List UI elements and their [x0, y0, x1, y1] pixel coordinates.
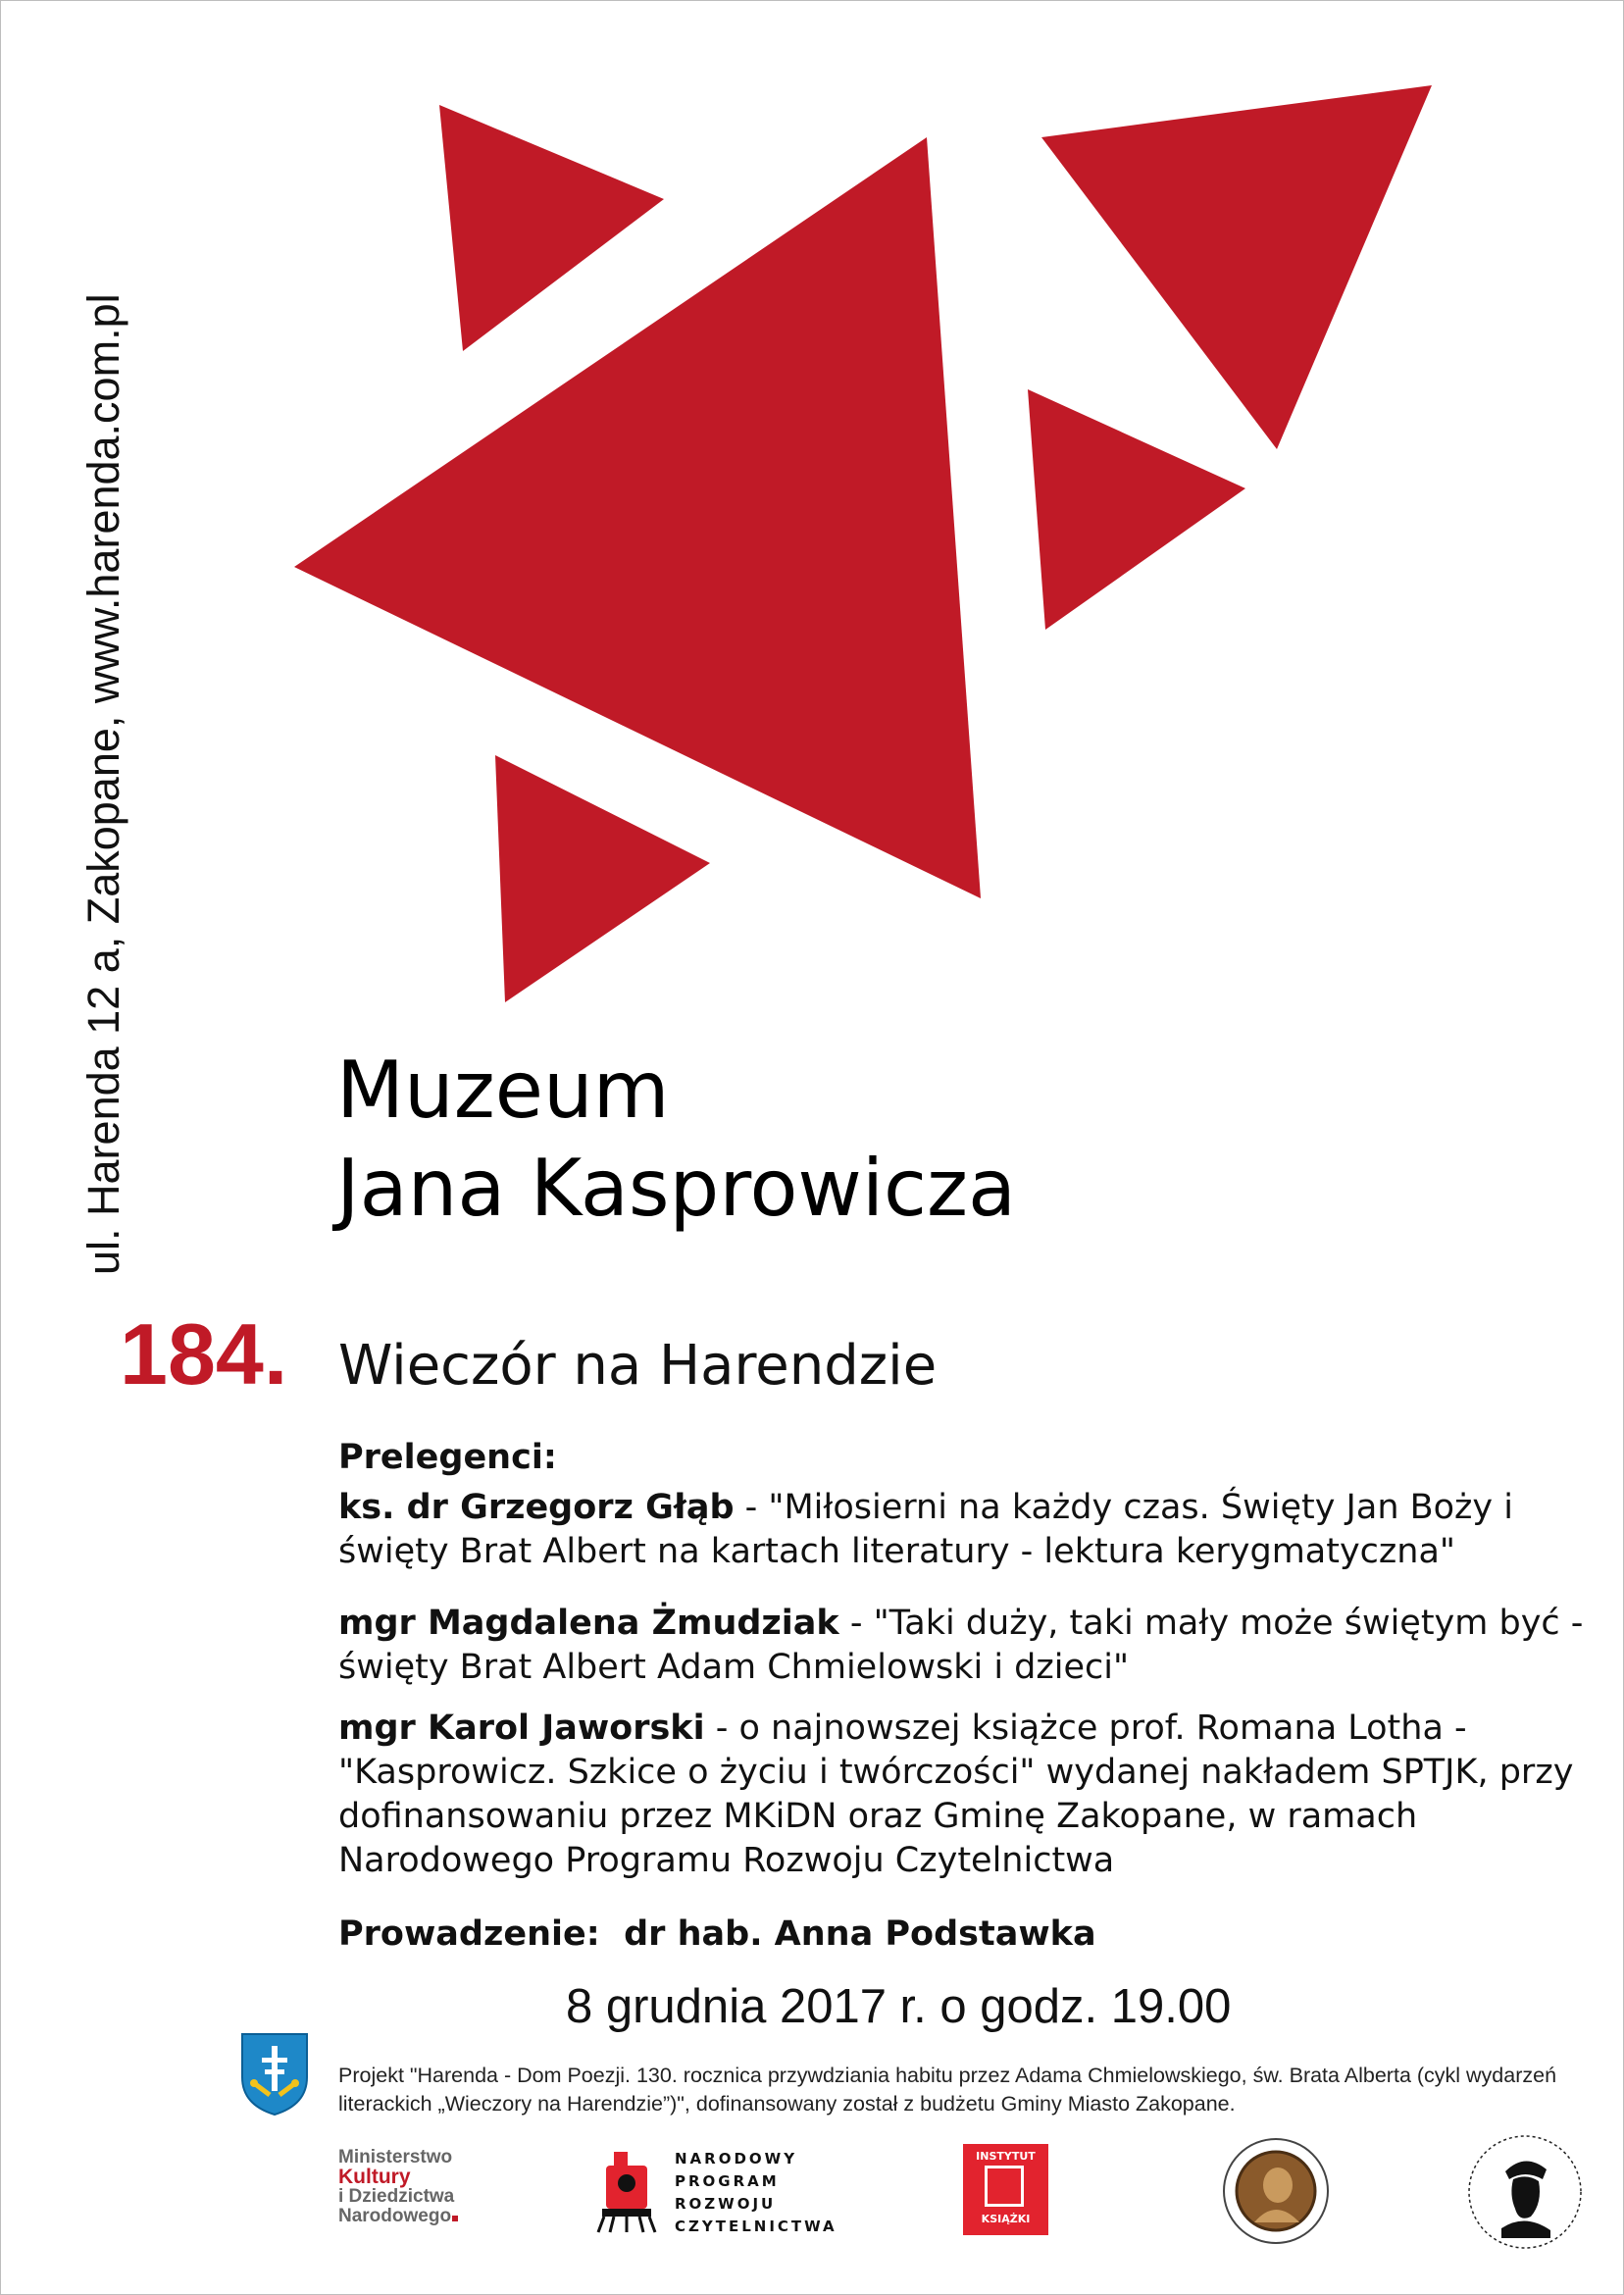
triangle-top-left	[439, 105, 664, 351]
speaker-name-2: mgr Magdalena Żmudziak	[338, 1604, 839, 1643]
instytut-book-icon	[985, 2166, 1024, 2207]
triangle-mid-right	[1028, 389, 1245, 630]
instytut-line-2: KSIĄŻKI	[981, 2213, 1031, 2225]
speaker-name-1: ks. dr Grzegorz Głąb	[338, 1488, 735, 1527]
mkidn-line-3: i Dziedzictwa	[338, 2186, 455, 2207]
speaker-talk-1: - "Miłosierni na każdy czas. Święty Jan Boży i święty Brat Albert na kartach literatury - lektura kerygmatyczna"	[338, 1488, 1513, 1571]
speaker-name-3: mgr Karol Jaworski	[338, 1708, 705, 1748]
red-triangles-graphic	[0, 0, 1624, 1020]
triangle-top-right	[1041, 85, 1432, 449]
speaker-talk-2: - "Taki duży, taki mały może świętym być - święty Brat Albert Adam Chmielowski i dzieci"	[338, 1604, 1584, 1687]
nprc-line-1: NARODOWY	[675, 2150, 798, 2168]
nprc-logo-text	[675, 2148, 837, 2238]
locomotive-icon	[596, 2150, 657, 2234]
speaker-entry-2	[338, 1602, 1584, 1690]
society-medal-icon	[1221, 2136, 1331, 2246]
speaker-entry-1	[338, 1486, 1584, 1574]
nprc-line-2: PROGRAM	[675, 2172, 780, 2190]
mkidn-dot-icon	[452, 2216, 458, 2221]
instytut-ksiazki-logo	[963, 2144, 1048, 2235]
museum-seal-icon	[1466, 2130, 1584, 2254]
triangle-large	[294, 137, 981, 898]
vertical-address: ul. Harenda 12 a, Zakopane, www.harenda.com.pl	[78, 293, 128, 1275]
title-line-2: Jana Kasprowicza	[336, 1143, 1017, 1234]
nprc-line-3: ROZWOJU	[675, 2195, 777, 2213]
project-funding-note: Projekt "Harenda - Dom Poezji. 130. rocznica przywdziania habitu przez Adama Chmielowskiego, św. Brata Alberta (cykl wydarzeń literackich „Wieczory na Harendzie”)", dofinansowany został z budżetu Gminy Miasto Zakopane.	[338, 2064, 1557, 2116]
host-line	[338, 1912, 1584, 1957]
event-number: 184.	[120, 1305, 288, 1402]
speakers-heading: Prelegenci:	[338, 1438, 557, 1477]
mkidn-logo	[338, 2148, 458, 2226]
host-label: Prowadzenie:	[338, 1914, 600, 1954]
nprc-line-4: CZYTELNICTWA	[675, 2218, 837, 2235]
host-name: dr hab. Anna Podstawka	[624, 1914, 1096, 1954]
mkidn-line-2: Kultury	[338, 2166, 411, 2188]
zakopane-coat-of-arms-icon	[240, 2032, 309, 2116]
speaker-talk-3: - o najnowszej książce prof. Romana Lotha - "Kasprowicz. Szkice o życiu i twórczości" wydanej nakładem SPTJK, przy dofinansowaniu przez MKiDN oraz Gminę Zakopane, w ramach Narodowego Programu Rozwoju Czytelnictwa	[338, 1708, 1574, 1880]
page-title	[336, 1042, 1016, 1238]
title-line-1: Muzeum	[336, 1045, 670, 1136]
instytut-line-1: INSTYTUT	[976, 2150, 1036, 2163]
mkidn-line-1: Ministerstwo	[338, 2147, 453, 2168]
event-date: 8 grudnia 2017 r. o godz. 19.00	[566, 1980, 1232, 2033]
speaker-entry-3	[338, 1707, 1584, 1883]
mkidn-line-4: Narodowego	[338, 2206, 452, 2226]
event-name: Wieczór na Harendzie	[338, 1334, 938, 1398]
triangle-bottom-left	[495, 755, 710, 1002]
